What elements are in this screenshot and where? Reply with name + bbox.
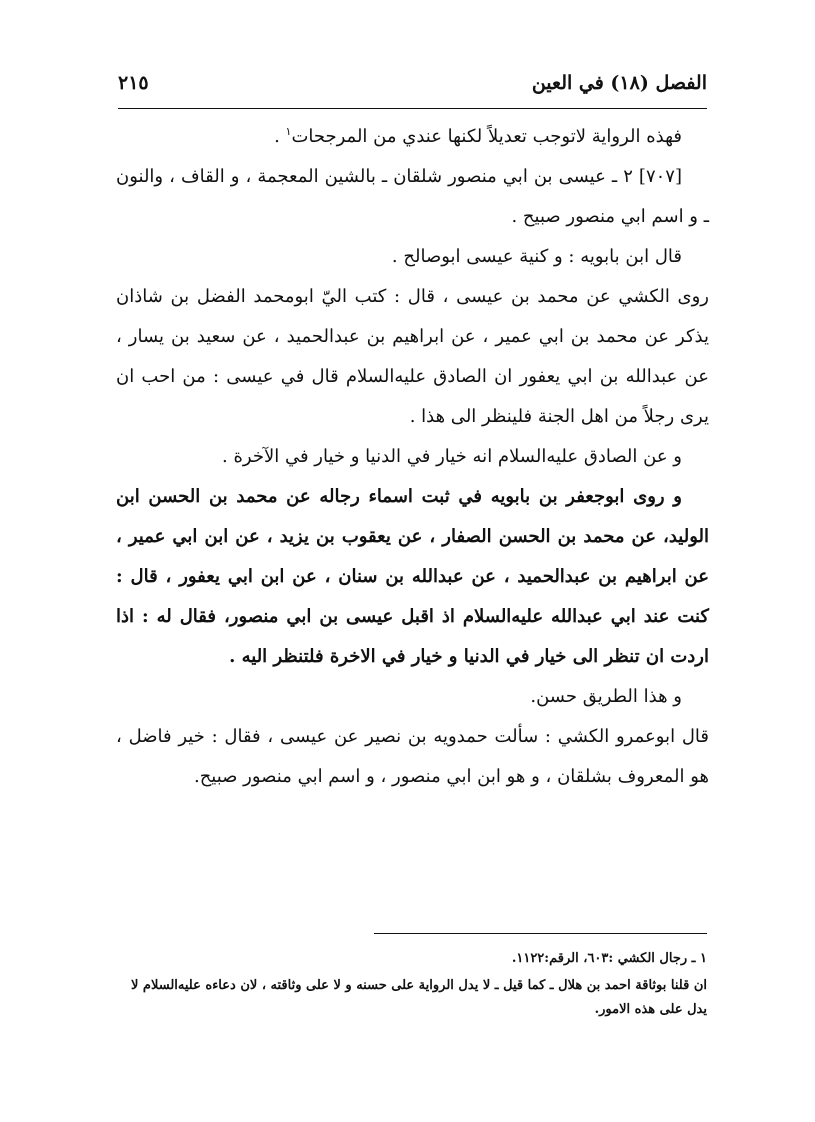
footnote-1: ١ ـ رجال الكشي :٦٠٣، الرقم:١١٢٢. — [511, 951, 707, 966]
paragraph — [116, 117, 709, 157]
footnote-note: ان قلنا بوثاقة احمد بن هلال ـ كما قيل ـ لا يدل الرواية على حسنه و لا على وثاقته ، لان دعاءه عليه‌السلام لا يدل على هذه الامور. — [130, 978, 707, 1017]
header-divider — [118, 108, 707, 109]
paragraph-end: . — [274, 126, 286, 147]
page-header — [118, 66, 707, 106]
entry-heading: [٧٠٧] ٢ ـ عيسى بن ابي منصور شلقان ـ بالشين المعجمة ، و القاف ، والنون ـ و اسم ابي منصور صبيح . — [116, 166, 709, 227]
paragraph: قال ابوعمرو الكشي : سألت حمدويه بن نصير عن عيسى ، فقال : خير فاضل ، هو المعروف بشلقان ، و هو ابن ابي منصور ، و اسم ابي منصور صبيح. — [116, 726, 709, 787]
paragraph: و هذا الطريق حسن. — [530, 686, 682, 707]
paragraph: قال ابن بابويه : و كنية عيسى ابوصالح . — [391, 246, 682, 267]
chapter-title: الفصل (١٨) في العين — [531, 72, 707, 94]
main-text — [116, 117, 709, 797]
paragraph: و عن الصادق عليه‌السلام انه خيار في الدنيا و خيار في الآخرة . — [222, 446, 682, 467]
page-number: ٢١٥ — [118, 72, 149, 94]
paragraph-text: فهذه الرواية لاتوجب تعديلاً لكنها عندي من المرجحات — [291, 126, 682, 147]
footnotes — [116, 946, 707, 1022]
paragraph: روى الكشي عن محمد بن عيسى ، قال : كتب اليّ ابومحمد الفضل بن شاذان يذكر عن محمد بن ابي عمير ، عن ابراهيم بن عبدالحميد ، عن سعيد بن يسار ، عن عبدالله بن ابي يعفور ان الصادق عليه‌السلام قال في عيسى : من احب ان يرى رجلاً من اهل الجنة فلينظر الى هذا . — [116, 286, 709, 427]
footnote-divider — [374, 933, 707, 934]
paragraph: و روى ابوجعفر بن بابويه في ثبت اسماء رجاله عن محمد بن الحسن ابن الوليد، عن محمد بن الحسن الصفار ، عن يعقوب بن يزيد ، عن ابن ابي عمير ، عن ابراهيم بن عبدالحميد ، عن عبدالله بن سنان ، عن ابن ابي يعفور ، قال : كنت عند ابي عبدالله عليه‌السلام اذ اقبل عيسى بن ابي منصور، فقال له : اذا اردت ان تنظر الى خيار في الدنيا و خيار في الاخرة فلتنظر اليه . — [116, 486, 709, 667]
footnote-reference: ١ — [285, 125, 292, 138]
